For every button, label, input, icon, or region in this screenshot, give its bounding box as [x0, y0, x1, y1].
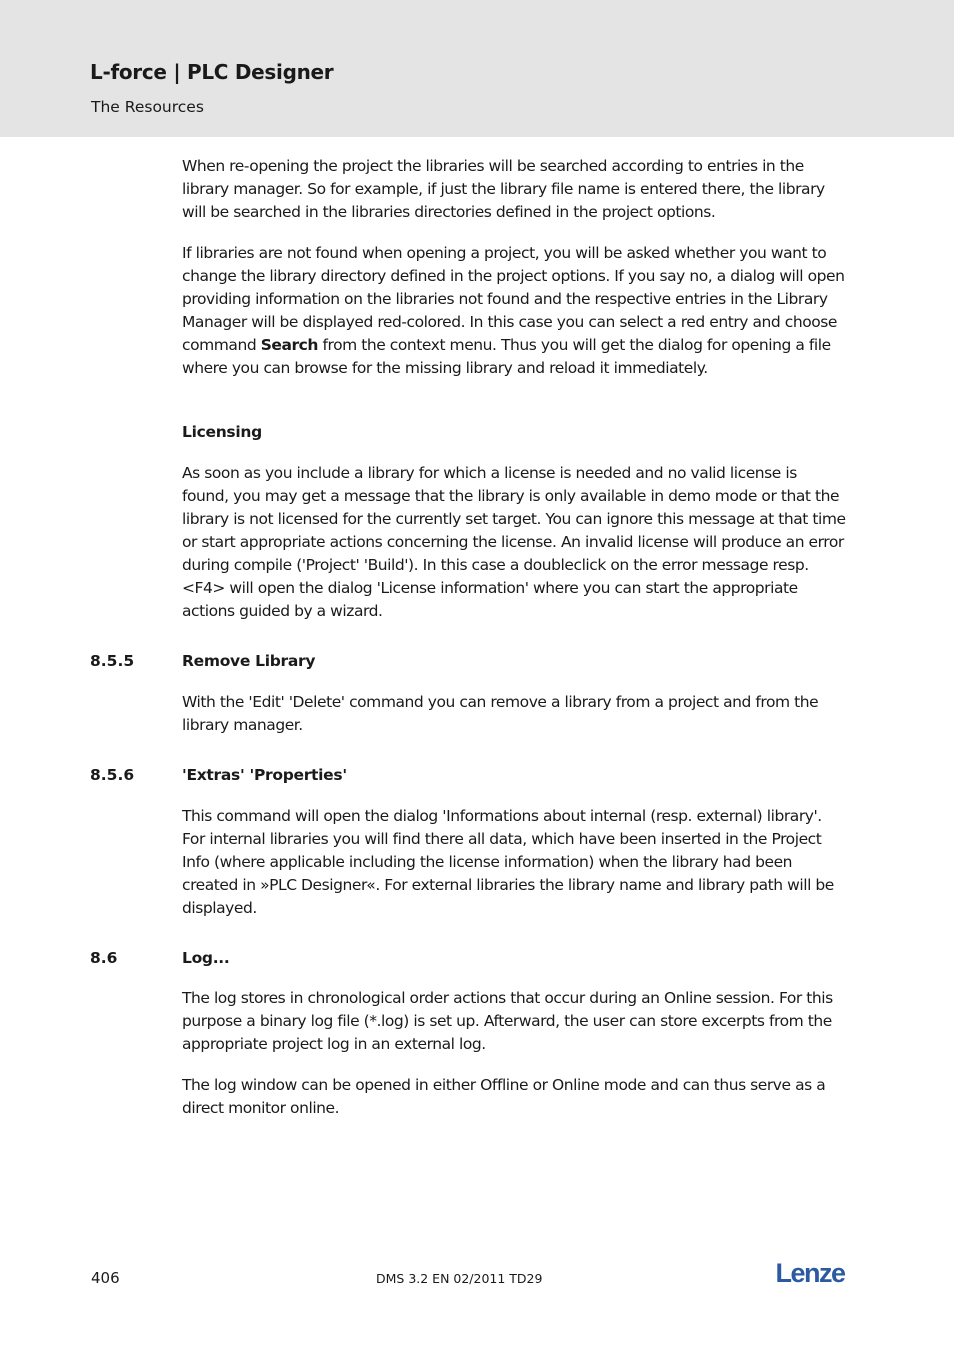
licensing-heading: Licensing [182, 423, 262, 441]
section-title-log: Log... [182, 949, 230, 967]
paragraph-reopening: When re-opening the project the libraries will be searched according to entries in the library manager. So for example, if just the library file name is entered there, the library will be searched in the libraries directories defined in the project options. [182, 157, 825, 221]
paragraph-remove-library: With the 'Edit' 'Delete' command you can remove a library from a project and from the library manager. [182, 693, 819, 734]
document-reference: DMS 3.2 EN 02/2011 TD29 [376, 1271, 543, 1286]
document-title: L-force | PLC Designer [90, 60, 334, 84]
paragraph-log-stores: The log stores in chronological order actions that occur during an Online session. For this purpose a binary log file (*.log) is set up. Afterward, the user can store excerpts from the appropriate project log in an external log. [182, 989, 833, 1053]
lenze-logo [770, 1257, 850, 1289]
paragraph-licensing: As soon as you include a library for which a license is needed and no valid license is found, you may get a message that the library is only available in demo mode or that the library is not licensed for the currently set target. You can ignore this message at that time or start appropriate actions concerning the license. An invalid license will produce an error during compile ('Project' 'Build'). In this case a doubleclick on the error message resp. <F4> will open the dialog 'License information' where you can start the appropriate actions guided by a wizard. [182, 464, 846, 620]
page-number: 406 [91, 1269, 120, 1287]
section-title-extras-properties: 'Extras' 'Properties' [182, 766, 347, 784]
paragraph-libraries-not-found [182, 242, 846, 380]
section-number-8-5-5: 8.5.5 [90, 652, 135, 670]
chapter-subtitle: The Resources [91, 98, 204, 116]
svg-text:Lenze: Lenze [775, 1258, 845, 1288]
paragraph-log-window: The log window can be opened in either Offline or Online mode and can thus serve as a direct monitor online. [182, 1076, 826, 1117]
section-number-8-6: 8.6 [90, 949, 118, 967]
paragraph-extras-properties: This command will open the dialog 'Informations about internal (resp. external) library'. For internal libraries you will find there all data, which have been inserted in the Project Info (where applicable including the license information) when the library had been created in »PLC Designer«. For external libraries the library name and library path will be displayed. [182, 807, 834, 917]
section-title-remove-library: Remove Library [182, 652, 316, 670]
paragraph-text: from the context menu. Thus you will get the dialog for opening a file where you can browse for the missing library and reload it immediately. [182, 336, 831, 377]
paragraph-text: If libraries are not found when opening a project, you will be asked whether you want to change the library directory defined in the project options. If you say no, a dialog will open providing information on the libraries not found and the respective entries in the Library Manager will be displayed red-colored. In this case you can select a red entry and choose command [182, 244, 845, 354]
page-header [0, 0, 954, 137]
section-number-8-5-6: 8.5.6 [90, 766, 135, 784]
search-command-label: Search [260, 336, 319, 354]
